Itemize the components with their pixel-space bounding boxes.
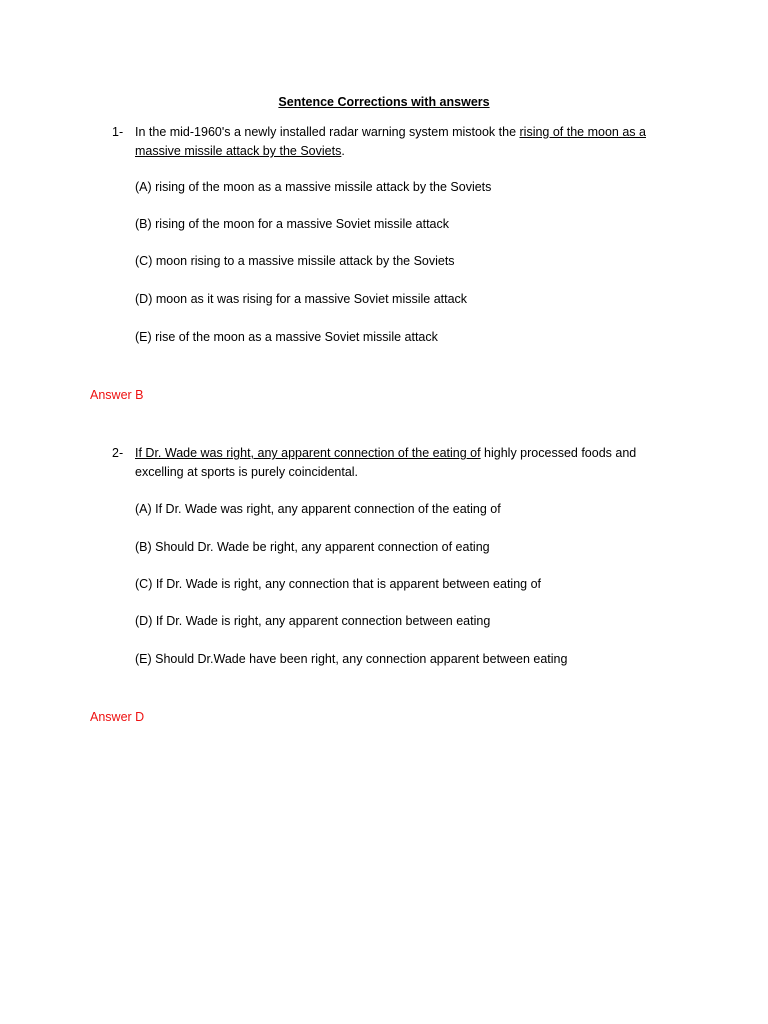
- question-stem: [135, 123, 665, 161]
- stem-text-end: .: [341, 144, 345, 158]
- answer-label: Answer B: [90, 388, 144, 402]
- option-b: (B) Should Dr. Wade be right, any apparent connection of eating: [135, 540, 490, 554]
- option-c: (C) If Dr. Wade is right, any connection that is apparent between eating of: [135, 577, 542, 591]
- question-stem: [135, 444, 665, 482]
- question-number: 2-: [112, 446, 124, 460]
- stem-text: In the mid-1960's a newly installed radar warning system mistook the: [135, 125, 520, 139]
- option-b: (B) rising of the moon for a massive Soviet missile attack: [135, 217, 450, 231]
- stem-underlined-text: If Dr. Wade was right, any apparent connection of the eating of: [135, 446, 481, 460]
- answer-label: Answer D: [90, 710, 145, 724]
- option-c: (C) moon rising to a massive missile attack by the Soviets: [135, 254, 455, 268]
- option-d: (D) moon as it was rising for a massive Soviet missile attack: [135, 292, 468, 306]
- option-a: (A) rising of the moon as a massive missile attack by the Soviets: [135, 180, 492, 194]
- option-d: (D) If Dr. Wade is right, any apparent connection between eating: [135, 614, 491, 628]
- option-e: (E) Should Dr.Wade have been right, any connection apparent between eating: [135, 652, 568, 666]
- stem-underlined-text: rising of the moon as a massive missile attack by the Soviets: [135, 125, 646, 158]
- option-e: (E) rise of the moon as a massive Soviet missile attack: [135, 330, 438, 344]
- question-number: 1-: [112, 125, 124, 139]
- option-a: (A) If Dr. Wade was right, any apparent connection of the eating of: [135, 502, 501, 516]
- page-title: Sentence Corrections with answers: [278, 95, 490, 109]
- stem-text-end: highly processed foods and excelling at sports is purely coincidental.: [135, 446, 637, 479]
